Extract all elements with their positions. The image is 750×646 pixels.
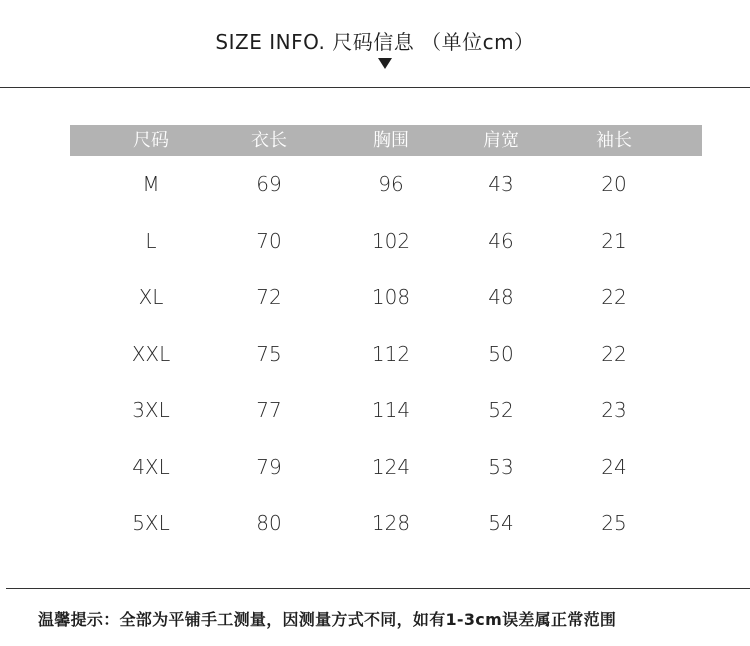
cell-length: 72 <box>256 285 282 310</box>
cell-chest: 112 <box>371 341 411 366</box>
cell-length: 80 <box>256 511 282 536</box>
size-table <box>70 125 702 552</box>
header-size: 尺码 <box>133 130 169 151</box>
header-sleeve: 袖长 <box>596 130 632 151</box>
cell-size: 4XL <box>132 454 170 479</box>
table-row <box>70 156 702 213</box>
table-row <box>70 495 702 552</box>
cell-size: 3XL <box>132 398 170 423</box>
cell-shoulder: 43 <box>488 172 514 197</box>
cell-shoulder: 53 <box>488 454 514 479</box>
table-row <box>70 269 702 326</box>
table-row <box>70 382 702 439</box>
cell-sleeve: 24 <box>601 454 627 479</box>
cell-shoulder: 48 <box>488 285 514 310</box>
cell-shoulder: 54 <box>488 511 514 536</box>
cell-shoulder: 52 <box>488 398 514 423</box>
table-header <box>70 125 702 156</box>
cell-size: M <box>142 172 160 197</box>
cell-chest: 114 <box>371 398 411 423</box>
cell-length: 79 <box>256 454 282 479</box>
cell-chest: 96 <box>378 172 404 197</box>
cell-chest: 128 <box>371 511 411 536</box>
down-arrow-icon <box>378 58 392 69</box>
cell-sleeve: 25 <box>601 511 627 536</box>
table-body <box>70 156 702 552</box>
header-chest: 胸围 <box>373 130 409 151</box>
header-length: 衣长 <box>251 130 287 151</box>
cell-chest: 102 <box>371 228 411 253</box>
bottom-divider <box>6 588 750 589</box>
cell-sleeve: 23 <box>601 398 627 423</box>
cell-chest: 124 <box>371 454 411 479</box>
page-title: SIZE INFO. 尺码信息 （单位cm） <box>215 30 535 54</box>
cell-shoulder: 50 <box>488 341 514 366</box>
top-divider <box>0 87 750 88</box>
cell-size: L <box>145 228 157 253</box>
cell-shoulder: 46 <box>488 228 514 253</box>
table-row <box>70 439 702 496</box>
cell-size: XXL <box>131 341 171 366</box>
cell-size: 5XL <box>132 511 170 536</box>
cell-length: 75 <box>256 341 282 366</box>
cell-sleeve: 20 <box>601 172 627 197</box>
table-row <box>70 213 702 270</box>
measurement-note: 温馨提示：全部为平铺手工测量，因测量方式不同，如有1-3cm误差属正常范围 <box>38 610 617 629</box>
cell-sleeve: 22 <box>601 341 627 366</box>
header-shoulder: 肩宽 <box>483 130 519 151</box>
cell-size: XL <box>138 285 164 310</box>
cell-length: 70 <box>256 228 282 253</box>
table-row <box>70 326 702 383</box>
cell-length: 77 <box>256 398 282 423</box>
cell-chest: 108 <box>371 285 411 310</box>
cell-sleeve: 22 <box>601 285 627 310</box>
cell-length: 69 <box>256 172 282 197</box>
cell-sleeve: 21 <box>601 228 627 253</box>
